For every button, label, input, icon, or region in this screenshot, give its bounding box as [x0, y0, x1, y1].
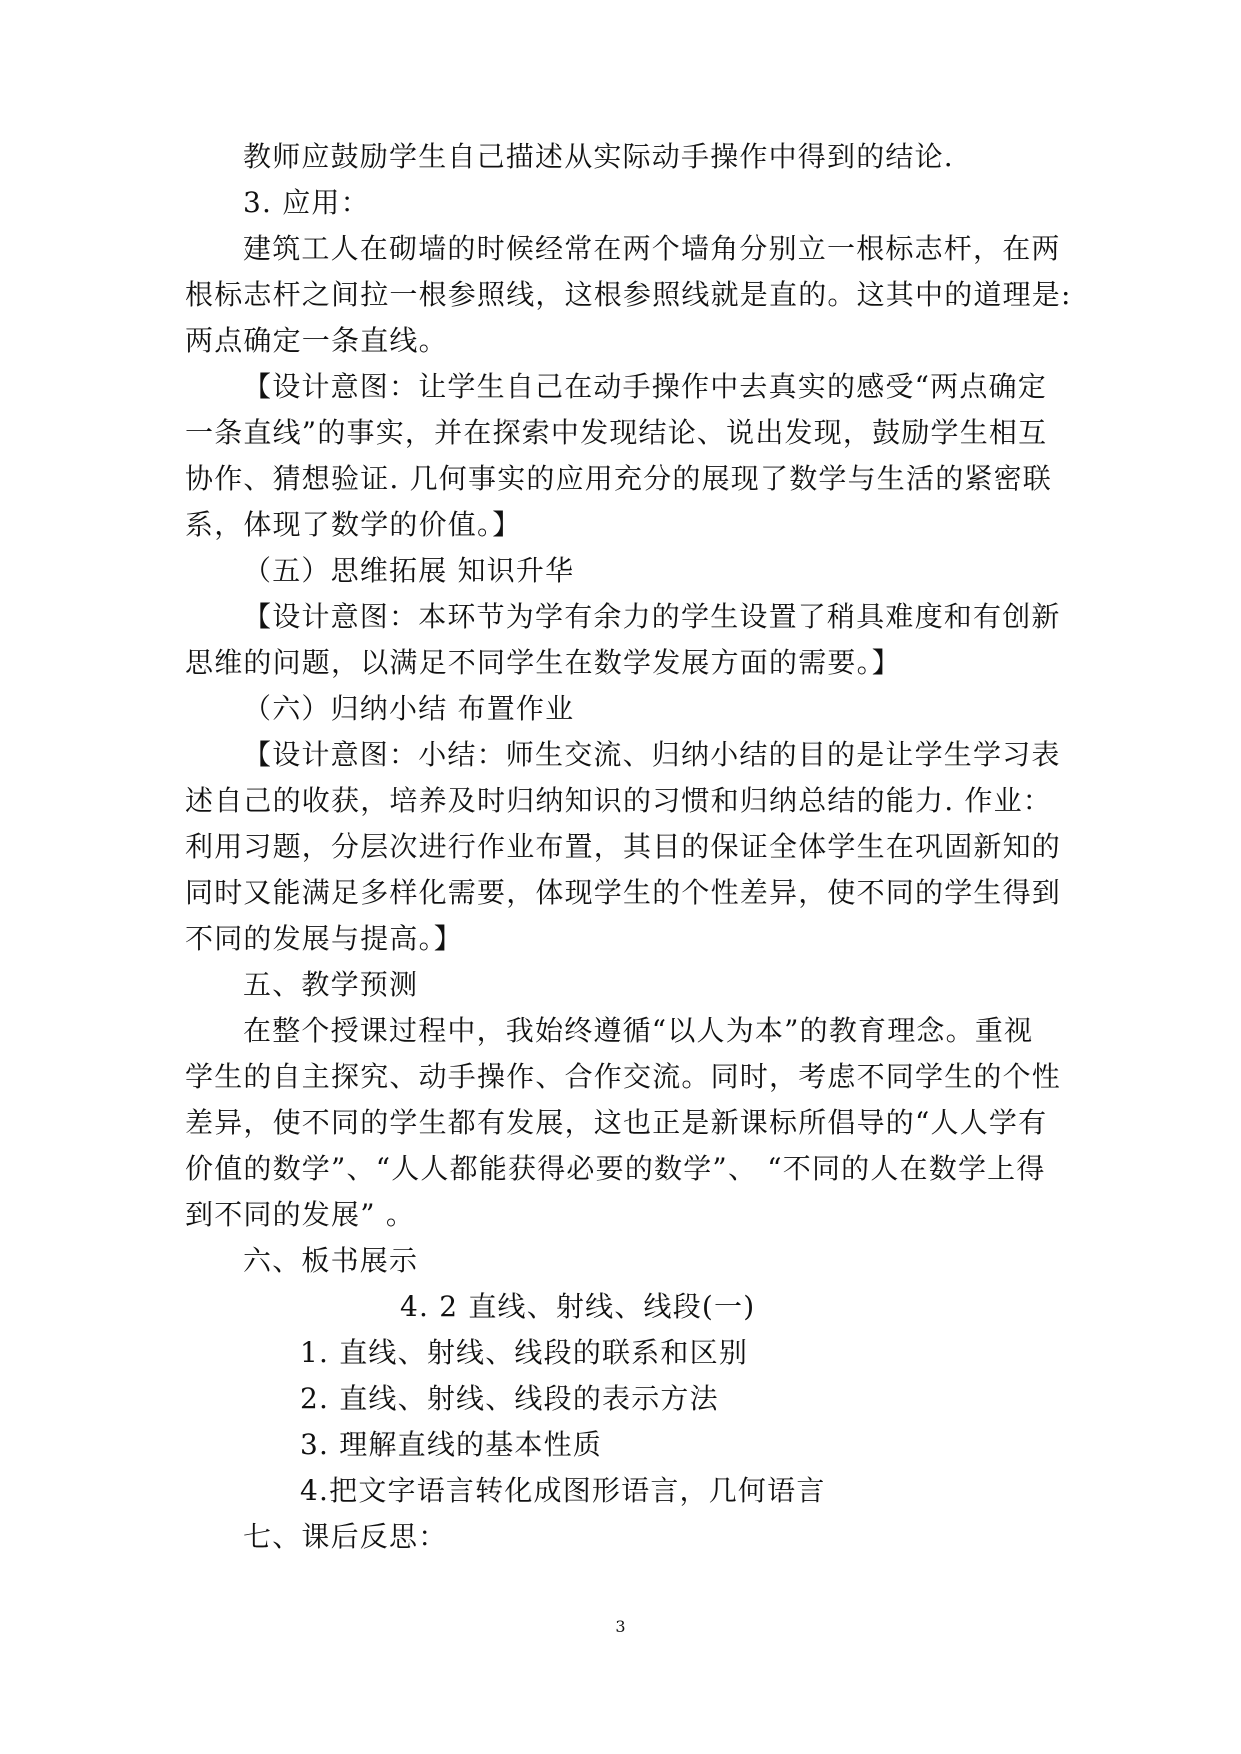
board-item-3: 3. 理解直线的基本性质: [300, 1428, 603, 1461]
board-title: 4. 2 直线、射线、线段(一): [400, 1290, 756, 1323]
board-item-1: 1. 直线、射线、线段的联系和区别: [300, 1336, 749, 1369]
design-intent-2-line2: 思维的问题，以满足不同学生在数学发展方面的需要。】: [185, 646, 902, 679]
teaching-prediction-line2: 学生的自主探究、动手操作、合作交流。同时，考虑不同学生的个性: [185, 1060, 1062, 1093]
teaching-prediction-line4: 价值的数学”、“人人都能获得必要的数学”、 “不同的人在数学上得: [185, 1152, 1046, 1185]
post-class-reflection-heading: 七、课后反思：: [243, 1520, 448, 1553]
design-intent-3-line5: 不同的发展与提高。】: [185, 922, 464, 955]
section-application-heading: 3. 应用：: [243, 186, 370, 219]
paragraph-application-line2: 根标志杆之间拉一根参照线，这根参照线就是直的。这其中的道理是:: [185, 278, 1072, 311]
board-item-2: 2. 直线、射线、线段的表示方法: [300, 1382, 719, 1415]
design-intent-3-line1: 【设计意图：小结：师生交流、归纳小结的目的是让学生学习表: [243, 738, 1061, 771]
teaching-prediction-line1: 在整个授课过程中，我始终遵循“以人为本”的教育理念。重视: [243, 1014, 1034, 1047]
board-item-4: 4.把文字语言转化成图形语言，几何语言: [300, 1474, 826, 1507]
design-intent-2-line1: 【设计意图：本环节为学有余力的学生设置了稍具难度和有创新: [243, 600, 1061, 633]
design-intent-1-line3: 协作、猜想验证. 几何事实的应用充分的展现了数学与生活的紧密联: [185, 462, 1053, 495]
section-six-heading: （六）归纳小结 布置作业: [243, 692, 575, 725]
design-intent-3-line3: 利用习题，分层次进行作业布置，其目的保证全体学生在巩固新知的: [185, 830, 1062, 863]
design-intent-1-line2: 一条直线”的事实，并在探索中发现结论、说出发现，鼓励学生相互: [185, 416, 1048, 449]
board-display-heading: 六、板书展示: [243, 1244, 419, 1277]
design-intent-1-line1: 【设计意图：让学生自己在动手操作中去真实的感受“两点确定: [243, 370, 1047, 403]
page-number: 3: [615, 1617, 626, 1636]
teaching-prediction-line5: 到不同的发展” 。: [185, 1198, 416, 1231]
design-intent-3-line2: 述自己的收获，培养及时归纳知识的习惯和归纳总结的能力. 作业：: [185, 784, 1053, 817]
paragraph-teacher-encourage: 教师应鼓励学生自己描述从实际动手操作中得到的结论.: [243, 140, 954, 173]
teaching-prediction-heading: 五、教学预测: [243, 968, 419, 1001]
design-intent-3-line4: 同时又能满足多样化需要，体现学生的个性差异，使不同的学生得到: [185, 876, 1062, 909]
teaching-prediction-line3: 差异，使不同的学生都有发展，这也正是新课标所倡导的“人人学有: [185, 1106, 1048, 1139]
design-intent-1-line4: 系，体现了数学的价值。】: [185, 508, 522, 541]
paragraph-application-line3: 两点确定一条直线。: [185, 324, 448, 357]
paragraph-application-line1: 建筑工人在砌墙的时候经常在两个墙角分别立一根标志杆，在两: [243, 232, 1061, 265]
section-five-heading: （五）思维拓展 知识升华: [243, 554, 575, 587]
